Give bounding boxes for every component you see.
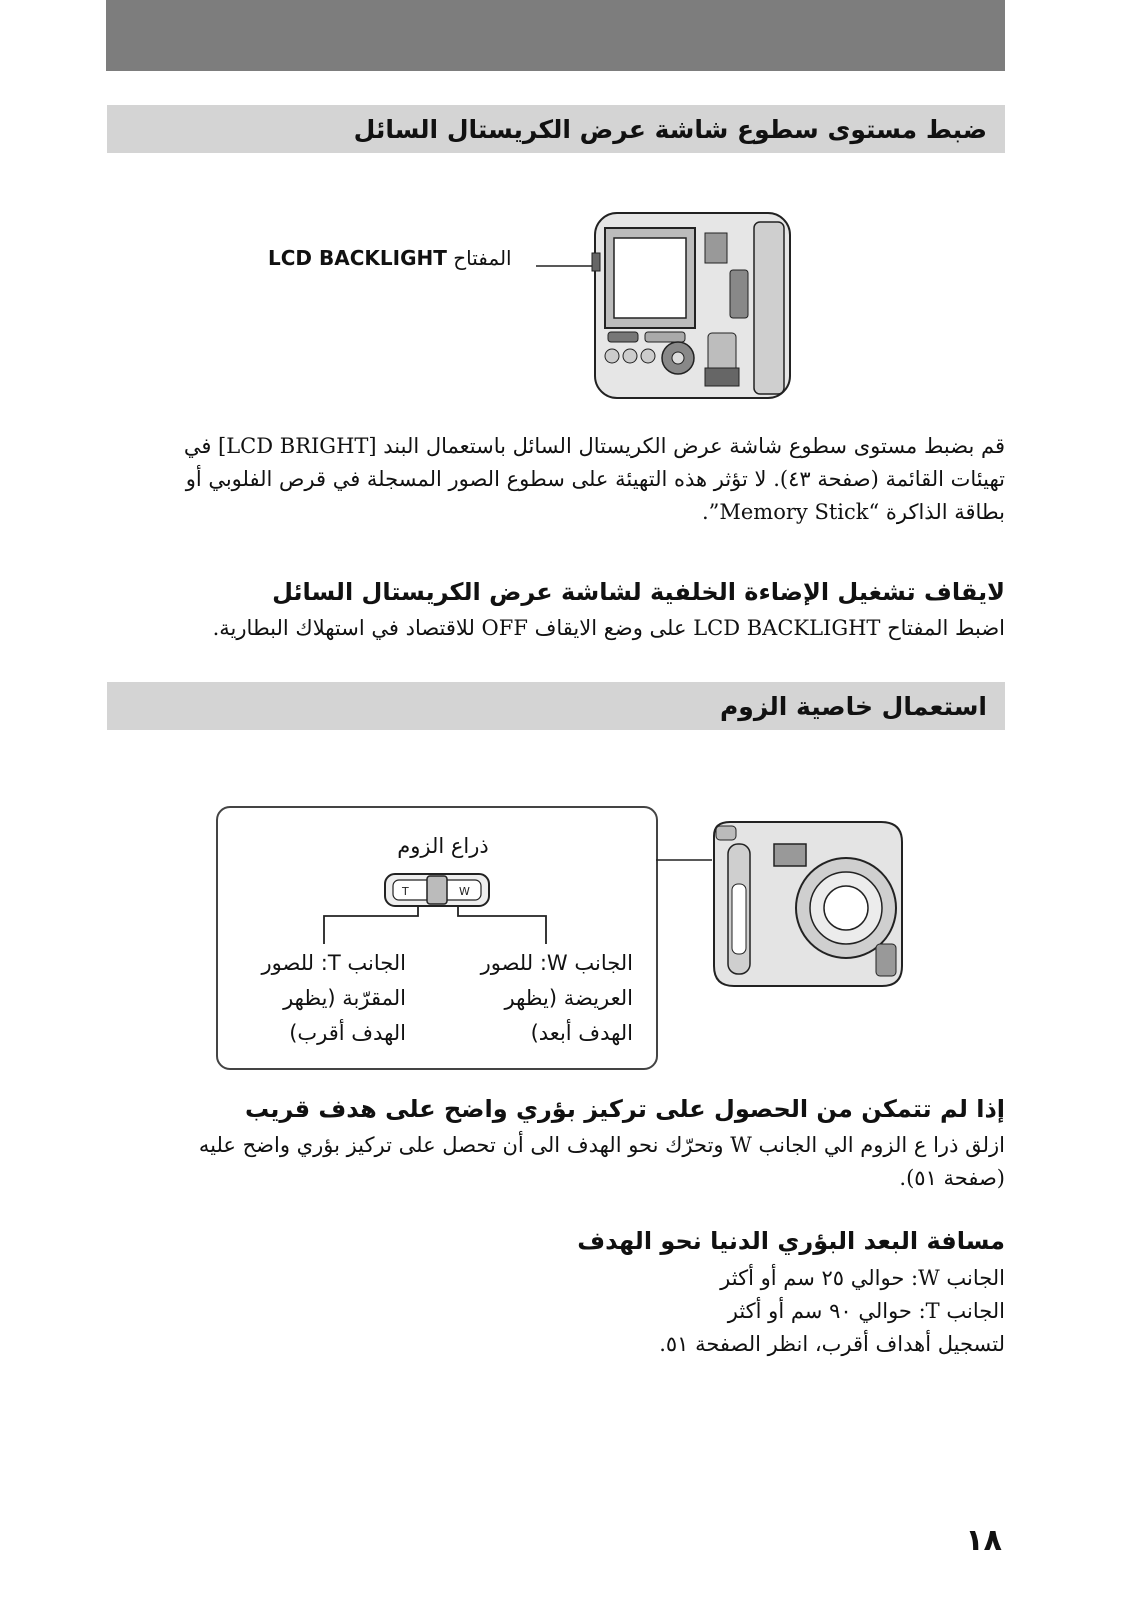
- min-distance-heading: مسافة البعد البؤري الدنيا نحو الهدف: [577, 1227, 1005, 1255]
- close-focus-paragraph: [140, 1129, 1005, 1195]
- lcd-paragraph-line-3: بطاقة الذاكرة “Memory Stick”.: [701, 500, 1005, 524]
- zoom-w-line-1: الجانب W: للصور: [480, 951, 633, 975]
- callout-label: LCD BACKLIGHT: [268, 246, 447, 270]
- lcd-brightness-paragraph: [140, 430, 1005, 529]
- close-focus-line-1: ازلق ذرا ع الزوم الي الجانب W وتحرّك نحو الهدف الى أن تحصل على تركيز بؤري واضح عليه: [198, 1133, 1005, 1157]
- zoom-lever-label: ذراع الزوم: [397, 834, 489, 858]
- zoom-t-line-2: المقرّبة (يظهر: [283, 986, 406, 1010]
- zoom-w-line-2: العريضة (يظهر: [504, 986, 633, 1010]
- zoom-w-line-3: الهدف أبعد): [530, 1021, 633, 1045]
- lever-t-mark: T: [402, 885, 409, 898]
- section-title-zoom: [107, 682, 1005, 730]
- callout-prefix: المفتاح: [453, 246, 512, 270]
- min-distance-note: لتسجيل أهداف أقرب، انظر الصفحة ٥١.: [659, 1332, 1005, 1356]
- zoom-t-line-1: الجانب T: للصور: [261, 951, 406, 975]
- min-distance-t: الجانب T: حوالي ٩٠ سم أو أكثر: [727, 1299, 1005, 1323]
- close-focus-line-2: (صفحة ٥١).: [899, 1166, 1005, 1190]
- zoom-w-description: [443, 946, 633, 1051]
- min-distance-list: [140, 1262, 1005, 1361]
- section-title-lcd-brightness: [107, 105, 1005, 153]
- lcd-backlight-callout: [268, 246, 512, 270]
- zoom-lever-diagram-box: [216, 806, 658, 1070]
- min-distance-w: الجانب W: حوالي ٢٥ سم أو أكثر: [720, 1266, 1005, 1290]
- lcd-paragraph-line-1: قم بضبط مستوى سطوع شاشة عرض الكريستال السائل باستعمال البند [LCD BRIGHT] في: [183, 434, 1005, 458]
- backlight-off-paragraph: اضبط المفتاح LCD BACKLIGHT على وضع الايقاف OFF للاقتصاد في استهلاك البطارية.: [212, 616, 1005, 640]
- lcd-paragraph-line-2: تهيئات القائمة (صفحة ٤٣). لا تؤثر هذه التهيئة على سطوع الصور المسجلة في قرص الفلوبي أو: [185, 467, 1005, 491]
- zoom-t-line-3: الهدف أقرب): [289, 1021, 406, 1045]
- backlight-off-heading: لايقاف تشغيل الإضاءة الخلفية لشاشة عرض الكريستال السائل: [272, 578, 1005, 606]
- section-title-lcd-brightness-text: ضبط مستوى سطوع شاشة عرض الكريستال السائل: [353, 114, 987, 144]
- camera-front-illustration: [706, 816, 916, 996]
- zoom-t-description: [224, 946, 406, 1051]
- section-title-zoom-text: استعمال خاصية الزوم: [719, 691, 987, 721]
- header-band: [106, 0, 1005, 71]
- lever-w-mark: W: [459, 885, 470, 898]
- page-number: ١٨: [965, 1523, 1002, 1558]
- zoom-lever-illustration: [318, 868, 558, 948]
- camera-back-illustration: [590, 208, 800, 408]
- close-focus-heading: إذا لم تتمكن من الحصول على تركيز بؤري واضح على هدف قريب: [245, 1095, 1005, 1123]
